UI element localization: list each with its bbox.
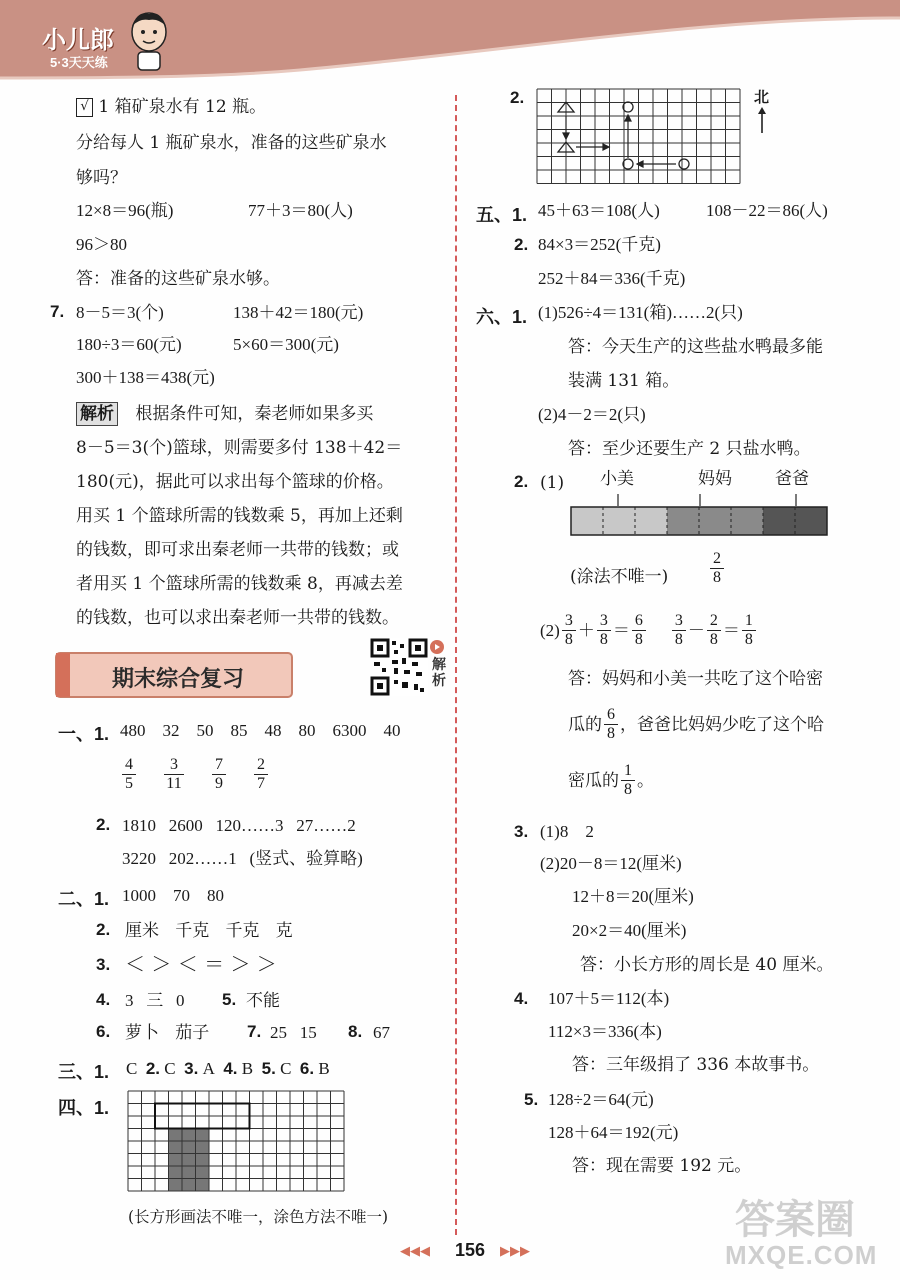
s4-note: (长方形画法不唯一，涂色方法不唯一) xyxy=(128,1208,389,1226)
s2-4-label: 4. xyxy=(96,990,111,1009)
s6-4-label: 4. xyxy=(514,989,529,1008)
fraction: $\frac{7}{9}$ xyxy=(212,756,226,793)
s2-2-values: 厘米 千克 千克 克 xyxy=(125,921,293,941)
answer-line-b: 瓜的 $\frac{6}{8}$ ，爸爸比妈妈少吃了这个哈 xyxy=(568,706,824,742)
s2-2-label: 2. xyxy=(96,920,111,939)
play-icon xyxy=(430,640,444,654)
s6-1b: 答：今天生产的这些盐水鸭最多能 xyxy=(568,337,823,357)
s6-1d: (2)4－2＝2(只) xyxy=(538,405,646,424)
qr-code-icon[interactable] xyxy=(370,638,428,696)
grid-drawing xyxy=(127,1090,347,1192)
s6-3b: (2)20－8＝12(厘米) xyxy=(540,854,682,873)
s5-label: 五、1. xyxy=(476,205,528,225)
footer-left-arrows: ◀◀◀ xyxy=(400,1244,430,1259)
part2-equations: (2) $\frac{3}{8}$ ＋ $\frac{3}{8}$ ＝ $\frac{6}{8}$ $\frac{3}{8}$ － $\frac{2}{8}$ ＝ $\frac{1}{8}$ xyxy=(540,612,758,649)
jiexi-line3: 180(元)，据此可以求出每个篮球的价格。 xyxy=(76,472,394,492)
s6-5c: 答：现在需要 192 元。 xyxy=(572,1156,752,1176)
s2-3-values: ＜ ＞ ＜ ＝ ＞ ＞ xyxy=(125,952,277,976)
p7-line1b: 138＋42＝180(元) xyxy=(233,303,364,322)
s1-label: 一、1. xyxy=(58,724,110,744)
s6-4b: 112×3＝336(本) xyxy=(548,1022,662,1041)
s4-label: 四、1. xyxy=(58,1098,110,1118)
s6-3-label: 3. xyxy=(514,822,529,841)
s2-6-values: 萝卜 茄子 xyxy=(125,1023,210,1043)
jiexi-line1: 解析 根据条件可知，秦老师如果多买 xyxy=(76,402,373,426)
watermark-site: MXQE.COM xyxy=(725,1240,878,1270)
fraction: $\frac{4}{5}$ xyxy=(122,756,136,793)
s6-5b: 128＋64＝192(元) xyxy=(548,1123,679,1142)
north-label: 北 xyxy=(754,89,770,106)
s2-1-values: 1000 70 80 xyxy=(122,886,224,905)
p6-line2: 分给每人 1 瓶矿泉水，准备的这些矿泉水 xyxy=(76,133,387,153)
jiexi-tag: 解析 xyxy=(76,402,118,426)
north-arrow-icon xyxy=(755,106,769,134)
q2-label: 2. xyxy=(510,88,525,107)
s6-3c: 12＋8＝20(厘米) xyxy=(572,887,694,906)
s3-label: 三、1. xyxy=(58,1062,110,1082)
p7-line2b: 5×60＝300(元) xyxy=(233,335,339,354)
jiexi-line2: 8－5＝3(个)篮球，则需要多付 138＋42＝ xyxy=(76,438,403,458)
s5-2a: 84×3＝252(千克) xyxy=(538,235,661,254)
answer-line-c: 密瓜的 $\frac{1}{8}$ 。 xyxy=(568,762,654,798)
frac-2-8: $\frac{2}{8}$ xyxy=(708,550,726,587)
footer-right-arrows: ▶▶▶ xyxy=(500,1244,530,1259)
s6-3d: 20×2＝40(厘米) xyxy=(572,921,687,940)
p7-line1a: 8－5＝3(个) xyxy=(76,303,164,322)
s1-2-line1: 1810 2600 120……3 27……2 xyxy=(122,816,356,835)
brand-name: 小儿郎 xyxy=(42,27,114,54)
p6-line1: √ 1 箱矿泉水有 12 瓶。 xyxy=(76,96,266,118)
jiexi-line5: 的钱数，即可求出秦老师一共带的钱数；或 xyxy=(76,540,399,560)
s2-4-values: 3 三 0 xyxy=(125,991,185,1010)
s3-values: C 2. C 3. A 4. B 5. C 6. B xyxy=(126,1059,330,1078)
s2-3-label: 3. xyxy=(96,955,111,974)
s2-7-label: 7. xyxy=(247,1022,262,1041)
p6-line3: 够吗？ xyxy=(76,168,127,188)
s6-1e: 答：至少还要生产 2 只盐水鸭。 xyxy=(568,439,811,459)
s2-7-values: 25 15 xyxy=(270,1023,317,1042)
column-divider xyxy=(455,95,457,1235)
position-grid xyxy=(536,88,748,186)
mascot-icon xyxy=(128,10,170,72)
s6-4c: 答：三年级捐了 336 本故事书。 xyxy=(572,1055,820,1075)
s2-label: 二、1. xyxy=(58,889,110,909)
p6-line5: 96＞80 xyxy=(76,235,127,254)
s1-fractions xyxy=(120,756,270,793)
p7-line3: 300＋138＝438(元) xyxy=(76,368,215,387)
s2-8-label: 8. xyxy=(348,1022,363,1041)
melon-bar xyxy=(570,492,832,538)
s6-3e: 答：小长方形的周长是 40 厘米。 xyxy=(580,955,834,975)
s6-2-part1: (1) xyxy=(540,473,565,493)
s5-1a: 45＋63＝108(人) xyxy=(538,201,660,220)
check-box: √ xyxy=(76,98,93,117)
s6-5a: 128÷2＝64(元) xyxy=(548,1090,654,1109)
p6-line4b: 77＋3＝80(人) xyxy=(248,201,353,220)
answer-line-a: 答：妈妈和小美一共吃了这个哈密 xyxy=(568,669,823,689)
s5-1b: 108－22＝86(人) xyxy=(706,201,828,220)
s5-2b: 252＋84＝336(千克) xyxy=(538,269,686,288)
jiexi-line6: 者用买 1 个篮球所需的钱数乘 8，再减去差 xyxy=(76,574,403,594)
section-title: 期末综合复习 xyxy=(112,666,245,691)
s2-6-label: 6. xyxy=(96,1022,111,1041)
s6-label: 六、1. xyxy=(476,307,528,327)
note-coloring: (涂法不唯一) xyxy=(570,567,669,587)
bar-label-mama: 妈妈 xyxy=(698,469,732,489)
p7-number: 7. xyxy=(50,302,65,321)
s5-2-label: 2. xyxy=(514,235,529,254)
s6-1a: (1)526÷4＝131(箱)……2(只) xyxy=(538,303,743,322)
s6-5-label: 5. xyxy=(524,1090,539,1109)
s2-8-value: 67 xyxy=(373,1023,390,1042)
jiexi-line7: 的钱数，也可以求出秦老师一共带的钱数。 xyxy=(76,608,399,628)
s6-2-label: 2. xyxy=(514,472,529,491)
p6-answer: 答：准备的这些矿泉水够。 xyxy=(76,269,280,289)
s1-2-line2: 3220 202……1 (竖式、验算略) xyxy=(122,849,363,868)
p6-line4a: 12×8＝96(瓶) xyxy=(76,201,174,220)
s6-1c: 装满 131 箱。 xyxy=(568,371,680,391)
bar-label-xiaomei: 小美 xyxy=(600,469,634,489)
s2-5-value: 不能 xyxy=(246,991,280,1011)
s1-2-label: 2. xyxy=(96,815,111,834)
fraction: $\frac{3}{11}$ xyxy=(164,756,184,793)
fraction: $\frac{2}{7}$ xyxy=(254,756,268,793)
watermark-brand: 答案圈 xyxy=(735,1198,855,1242)
brand-series: 5·3天天练 xyxy=(50,55,108,70)
page-number: 156 xyxy=(455,1240,486,1260)
s6-3a: (1)8 2 xyxy=(540,822,594,841)
qr-label: 解析 xyxy=(432,656,446,688)
s6-4a: 107＋5＝112(本) xyxy=(548,989,670,1008)
bar-label-baba: 爸爸 xyxy=(775,469,809,489)
jiexi-line4: 用买 1 个篮球所需的钱数乘 5，再加上还剩 xyxy=(76,506,403,526)
s2-5-label: 5. xyxy=(222,990,237,1009)
s1-values: 480 32 50 85 48 80 6300 40 xyxy=(120,721,401,740)
p7-line2a: 180÷3＝60(元) xyxy=(76,335,182,354)
